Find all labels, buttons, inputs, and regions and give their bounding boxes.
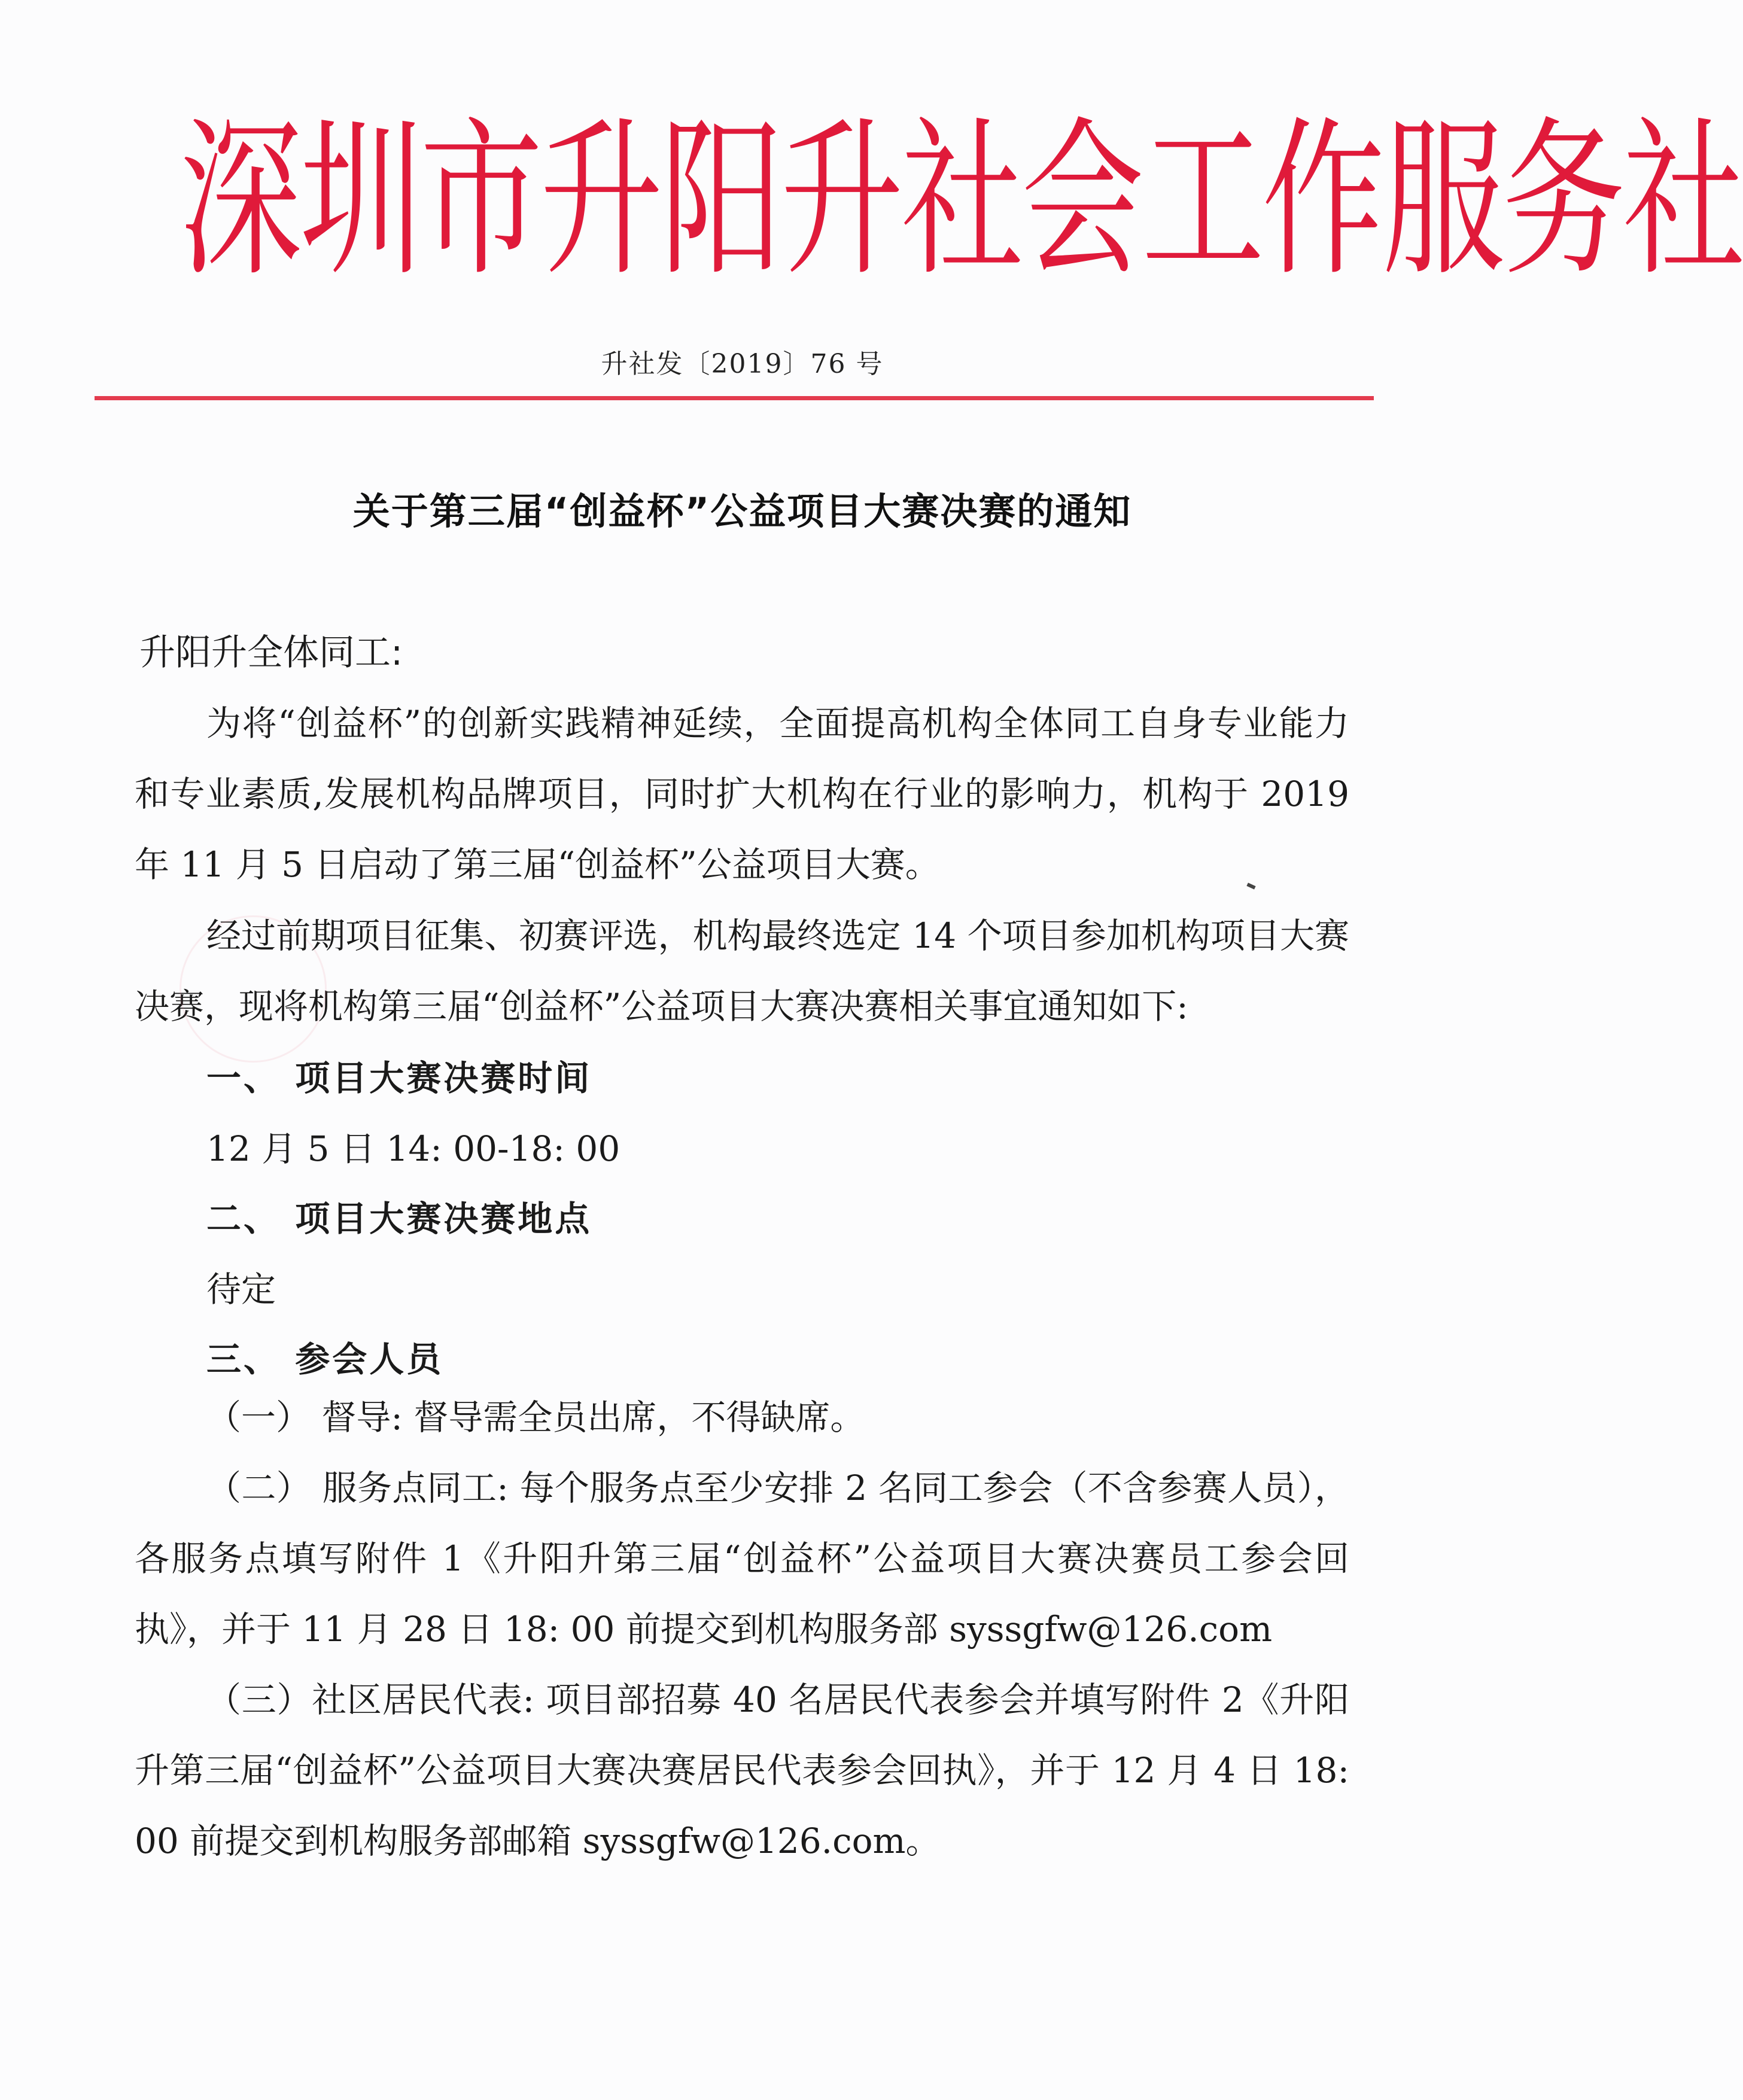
paragraph-2: 经过前期项目征集、初赛评选，机构最终选定 14 个项目参加机构项目大赛决赛，现将机构第三届“创益杯”公益项目大赛决赛相关事宜通知如下: (135, 915, 1349, 1027)
paragraph-1: 为将“创益杯”的创新实践精神延续，全面提高机构全体同工自身专业能力和专业素质,发展机构品牌项目，同时扩大机构在行业的影响力，机构于 2019 年 11 月 5 日启动了第三届“创益杯”公益项目大赛。 (135, 703, 1349, 885)
section-1-heading: 一、 项目大赛决赛时间 (206, 1058, 592, 1098)
letterhead-red-rule (95, 396, 1374, 400)
attendee-item-3: （三）社区居民代表: 项目部招募 40 名居民代表参会并填写附件 2《升阳升第三届“创益杯”公益项目大赛决赛居民代表参会回执》，并于 12 月 4 日 18: 00 前提交到机构服务部邮箱 syssgfw@126.com。 (135, 1679, 1349, 1861)
attendee-item-2: （二） 服务点同工: 每个服务点至少安排 2 名同工参会（不含参赛人员）， 各服务点填写附件 1《升阳升第三届“创益杯”公益项目大赛决赛员工参会回执》，并于 11 月 28 日 18: 00 前提交到机构服务部 syssgfw@126.com (135, 1468, 1349, 1649)
letterhead-org-name: 深圳市升阳升社会工作服务社 (180, 102, 1743, 299)
notice-title: 关于第三届“创益杯”公益项目大赛决赛的通知 (352, 489, 1132, 533)
faint-stamp-mark (180, 915, 327, 1063)
section-2-heading: 二、 项目大赛决赛地点 (206, 1198, 592, 1239)
section-3-heading: 三、 参会人员 (206, 1339, 444, 1380)
section-2-value: 待定 (206, 1269, 276, 1310)
attendee-item-1: （一） 督导: 督导需全员出席，不得缺席。 (206, 1397, 865, 1438)
section-1-value: 12 月 5 日 14: 00-18: 00 (206, 1128, 620, 1169)
document-number: 升社发〔2019〕76 号 (601, 349, 884, 379)
salutation: 升阳升全体同工: (139, 632, 403, 674)
